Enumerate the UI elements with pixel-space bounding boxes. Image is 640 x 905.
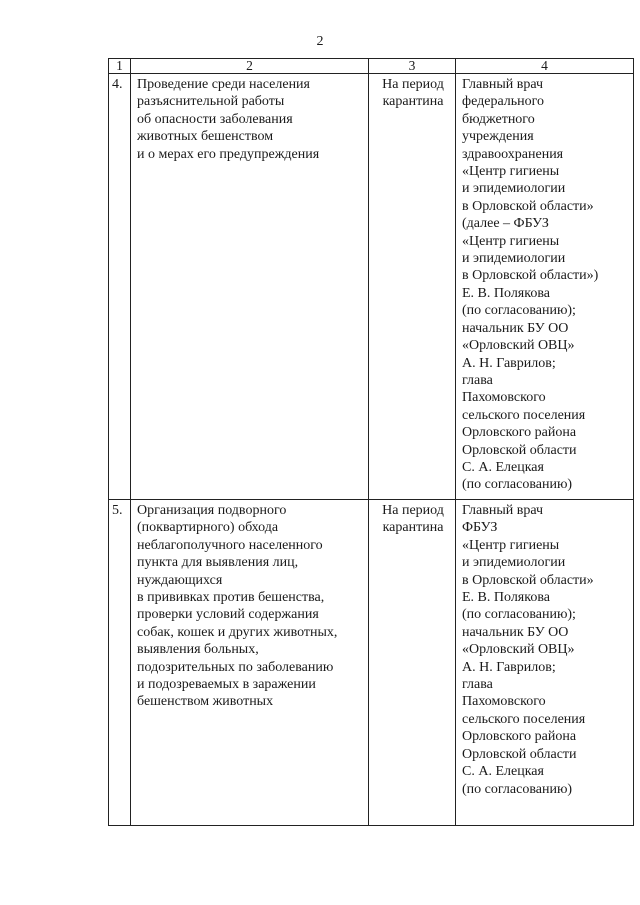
text-line: проверки условий содержания <box>137 607 319 623</box>
text-line: учреждения <box>462 129 534 145</box>
text-line: Е. В. Полякова <box>462 590 550 606</box>
text-line: собак, кошек и других животных, <box>137 624 338 640</box>
measure-cell <box>131 500 369 826</box>
text-line: ФБУЗ <box>462 520 498 536</box>
text-line: (по согласованию); <box>462 607 576 623</box>
text-line: сельского поселения <box>462 407 586 423</box>
text-line: начальник БУ ОО <box>462 320 569 336</box>
responsible-cell <box>456 500 634 826</box>
text-line: начальник БУ ОО <box>462 624 569 640</box>
table-header-row <box>109 59 634 74</box>
text-line: животных бешенством <box>137 129 274 145</box>
text-line: Орловской области <box>462 746 577 762</box>
text-line: Пахомовского <box>462 390 546 406</box>
header-col-4: 4 <box>456 59 634 74</box>
text-line: и эпидемиологии <box>462 251 566 267</box>
text-line: Организация подворного <box>137 503 287 518</box>
text-line: (по согласованию) <box>462 477 573 493</box>
text-line: карантина <box>382 94 444 110</box>
row-number: 5. <box>109 500 131 826</box>
text-line: «Орловский ОВЦ» <box>462 338 575 354</box>
text-line: А. Н. Гаврилов; <box>462 659 556 675</box>
text-line: «Центр гигиены <box>462 537 560 553</box>
text-line: федерального <box>462 94 545 110</box>
text-line: «Орловский ОВЦ» <box>462 642 575 658</box>
text-line: Главный врач <box>462 77 544 92</box>
text-line: карантина <box>382 520 444 536</box>
header-col-3: 3 <box>369 59 456 74</box>
text-line: бюджетного <box>462 111 535 127</box>
text-line: в Орловской области» <box>462 198 594 214</box>
text-line: Е. В. Полякова <box>462 285 550 301</box>
text-line: «Центр гигиены <box>462 164 560 180</box>
text-line: в прививках против бешенства, <box>137 590 325 606</box>
table-row <box>109 74 634 500</box>
measures-table <box>108 58 634 826</box>
text-line: Пахомовского <box>462 694 546 710</box>
text-line: Орловской области <box>462 442 577 458</box>
text-line: бешенством животных <box>137 694 274 710</box>
text-line: глава <box>462 677 493 693</box>
header-col-1: 1 <box>109 59 131 74</box>
table-row <box>109 500 634 826</box>
text-line: и эпидемиологии <box>462 181 566 197</box>
text-line: глава <box>462 372 493 388</box>
page-number: 2 <box>316 34 324 49</box>
row-number: 4. <box>109 74 131 500</box>
text-line: нуждающихся <box>137 572 223 588</box>
text-line: выявления больных, <box>137 642 259 658</box>
text-line: Проведение среди населения <box>137 77 310 92</box>
text-line: об опасности заболевания <box>137 111 293 127</box>
text-line: «Центр гигиены <box>462 233 560 249</box>
header-col-2: 2 <box>131 59 369 74</box>
text-line: А. Н. Гаврилов; <box>462 355 556 371</box>
text-line: пункта для выявления лиц, <box>137 555 299 571</box>
text-line: С. А. Елецкая <box>462 459 544 475</box>
text-line: (далее – ФБУЗ <box>462 216 549 232</box>
text-line: Орловского района <box>462 729 577 745</box>
text-line: Орловского района <box>462 425 577 441</box>
text-line: неблагополучного населенного <box>137 537 323 553</box>
text-line: сельского поселения <box>462 711 586 727</box>
text-line: (поквартирного) обхода <box>137 520 279 536</box>
measure-cell <box>131 74 369 500</box>
text-line: (по согласованию); <box>462 303 576 319</box>
text-line: в Орловской области» <box>462 572 594 588</box>
text-line: здравоохранения <box>462 146 564 162</box>
text-line: Главный врач <box>462 503 544 518</box>
text-line: На период <box>382 77 444 92</box>
text-line: С. А. Елецкая <box>462 764 544 780</box>
text-line: в Орловской области») <box>462 268 599 284</box>
period-cell <box>369 74 456 500</box>
text-line: и эпидемиологии <box>462 555 566 571</box>
text-line: На период <box>382 503 444 518</box>
text-line: и о мерах его предупреждения <box>137 146 320 162</box>
text-line: подозрительных по заболеванию <box>137 659 334 675</box>
text-line: разъяснительной работы <box>137 94 285 110</box>
period-cell <box>369 500 456 826</box>
text-line: и подозреваемых в заражении <box>137 677 316 693</box>
responsible-cell <box>456 74 634 500</box>
text-line: (по согласованию) <box>462 781 573 797</box>
